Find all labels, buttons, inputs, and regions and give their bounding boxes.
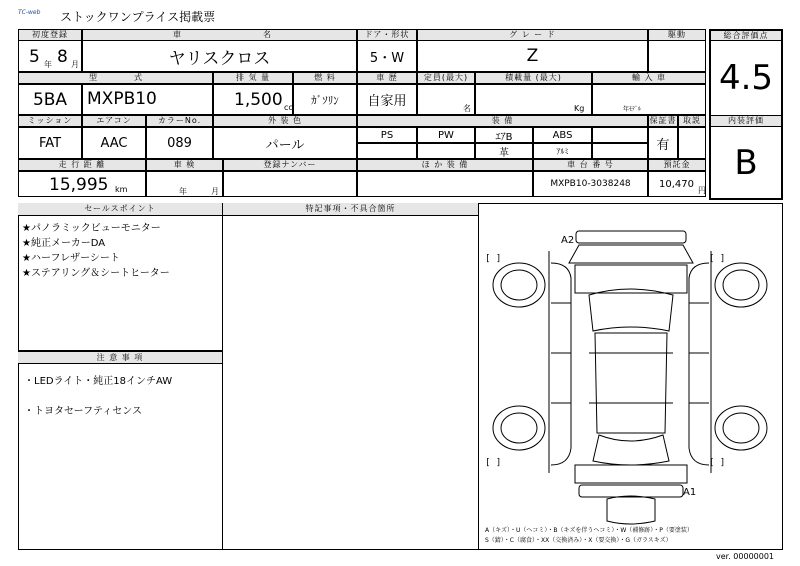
inspection <box>146 171 223 197</box>
special-panel <box>223 203 479 550</box>
label-overall-score: 総合評価点 <box>709 29 783 41</box>
equip-airbag: ｴｱB <box>475 127 533 143</box>
registration-year: 5 <box>29 47 40 67</box>
label-displacement: 排 気 量 <box>213 72 293 84</box>
label-interior-score: 内装評価 <box>709 115 783 127</box>
manual <box>678 127 706 159</box>
load-unit: Kg <box>574 104 585 113</box>
notes-title: 注 意 事 項 <box>18 351 222 364</box>
special-title: 特記事項・不具合箇所 <box>223 203 478 216</box>
note-item: ・LEDライト・純正18インチAW <box>24 376 173 387</box>
label-warranty: 保証書 <box>649 116 677 125</box>
label-aircon: エアコン <box>82 115 146 127</box>
interior-score: B <box>734 142 758 183</box>
car-outline-diagram <box>479 203 783 550</box>
sales-points-panel <box>18 203 223 351</box>
warranty: 有 <box>648 127 678 159</box>
bracket-left-top: [ ] <box>485 254 502 264</box>
first-registration <box>18 40 82 72</box>
car-name: ヤリスクロス <box>82 40 357 72</box>
registration-year-unit: 年 <box>44 60 52 69</box>
label-car-name-a: 車 <box>173 30 182 39</box>
exterior-color: パール <box>213 127 357 159</box>
label-mission: ミッション <box>18 115 82 127</box>
note-item: ・トヨタセーフティセンス <box>24 406 142 417</box>
sales-points-list <box>22 221 170 281</box>
aircon: AAC <box>82 127 146 159</box>
label-import: 輸 入 車 <box>592 72 706 84</box>
label-drive: 駆動 <box>648 29 706 41</box>
label-fuel: 燃 料 <box>293 72 357 84</box>
inspection-year-unit: 年 <box>179 187 187 196</box>
plate <box>223 171 357 197</box>
mileage <box>18 171 146 197</box>
equip-abs: ABS <box>533 127 592 143</box>
model-prefix: 5BA <box>18 84 82 115</box>
load <box>475 84 592 115</box>
label-load: 積載量 (最大) <box>475 72 592 84</box>
label-manual: 取説 <box>678 115 706 127</box>
label-car-name-b: 名 <box>263 30 272 39</box>
equip-pw: PW <box>417 127 475 143</box>
label-history: 車 歴 <box>357 72 417 84</box>
bracket-left-bottom: [ ] <box>485 458 502 468</box>
label-model <box>18 72 213 84</box>
label-exterior: 外 装 色 <box>213 115 357 127</box>
import <box>592 84 706 115</box>
chassis-number: MXPB10-3038248 <box>533 171 648 197</box>
label-model-b: 式 <box>134 73 143 82</box>
label-door-shape: ドア・形状 <box>357 29 417 41</box>
equip-blank-2 <box>417 143 475 159</box>
version-label: ver. 00000001 <box>716 552 775 561</box>
equip-ps: PS <box>357 127 417 143</box>
deposit-unit: 円 <box>698 186 706 195</box>
displacement-unit: cc <box>284 103 293 112</box>
label-mileage: 走 行 距 離 <box>18 159 146 171</box>
label-model-a: 型 <box>89 73 98 82</box>
equip-empty-top <box>592 127 648 143</box>
model: MXPB10 <box>82 84 213 115</box>
registration-month-unit: 月 <box>71 60 79 69</box>
label-color-no: カラーNo. <box>146 115 213 127</box>
color-no: 089 <box>146 127 213 159</box>
sales-points-title: セールスポイント <box>18 203 222 216</box>
label-plate: 登録ナンバー <box>223 159 357 171</box>
label-deposit: 預託金 <box>648 159 706 171</box>
legend-line-2: S（錆）・C（腐食）・XX（交換済み）・X（要交換）・G（ガラスキズ） <box>485 537 672 544</box>
drive <box>648 40 706 72</box>
sales-point-item: ★ステアリング＆シートヒーター <box>22 268 170 279</box>
capacity-unit: 名 <box>463 104 471 113</box>
grade: Z <box>417 40 648 72</box>
logo: TC-web <box>18 9 41 16</box>
equip-blank-1 <box>357 143 417 159</box>
equip-alloy: ｱﾙﾐ <box>533 143 592 159</box>
label-grade: グ レ ー ド <box>417 29 648 41</box>
document-title: ストックワンプライス掲載票 <box>60 10 216 24</box>
deposit-value: 10,470 <box>659 179 694 190</box>
label-chassis: 車 台 番 号 <box>533 159 648 171</box>
sales-point-item: ★純正メーカーDA <box>22 238 106 249</box>
mileage-unit: km <box>115 185 128 194</box>
registration-month: 8 <box>57 47 68 67</box>
capacity <box>417 84 475 115</box>
deposit <box>648 171 706 197</box>
equip-leather: 革 <box>475 143 533 159</box>
mileage-value: 15,995 <box>49 175 109 195</box>
other-equipment <box>357 171 533 197</box>
equip-empty-bottom <box>592 143 648 159</box>
sales-point-item: ★パノラミックビューモニター <box>22 223 161 234</box>
fuel: ｶﾞｿﾘﾝ <box>293 84 357 115</box>
label-first-registration: 初度登録 <box>18 29 82 41</box>
bracket-right-top: [ ] <box>709 254 726 264</box>
overall-score: 4.5 <box>718 58 774 98</box>
displacement-value: 1,500 <box>234 90 283 110</box>
door-shape: 5・W <box>357 40 417 72</box>
notes-panel <box>18 351 223 550</box>
damage-mark-a2: A2 <box>561 235 575 246</box>
label-inspection: 車 検 <box>146 159 223 171</box>
inspection-month-unit: 月 <box>211 187 219 196</box>
bracket-right-bottom: [ ] <box>709 458 726 468</box>
import-year-model: 年ﾓﾃﾞﾙ <box>623 106 642 113</box>
damage-diagram <box>479 203 783 550</box>
label-capacity: 定員(最大) <box>417 72 475 84</box>
label-other-equipment: ほ か 装 備 <box>357 159 533 171</box>
legend-line-1: A（キズ）・U（ヘコミ）・B（キズを伴うヘコミ）・W（補修跡）・P（要塗装） <box>485 527 693 534</box>
label-equipment: 装 備 <box>357 115 648 127</box>
history: 自家用 <box>357 84 417 115</box>
mission: FAT <box>18 127 82 159</box>
sales-point-item: ★ハーフレザーシート <box>22 253 120 264</box>
displacement <box>213 84 293 115</box>
damage-mark-a1: A1 <box>683 487 697 498</box>
